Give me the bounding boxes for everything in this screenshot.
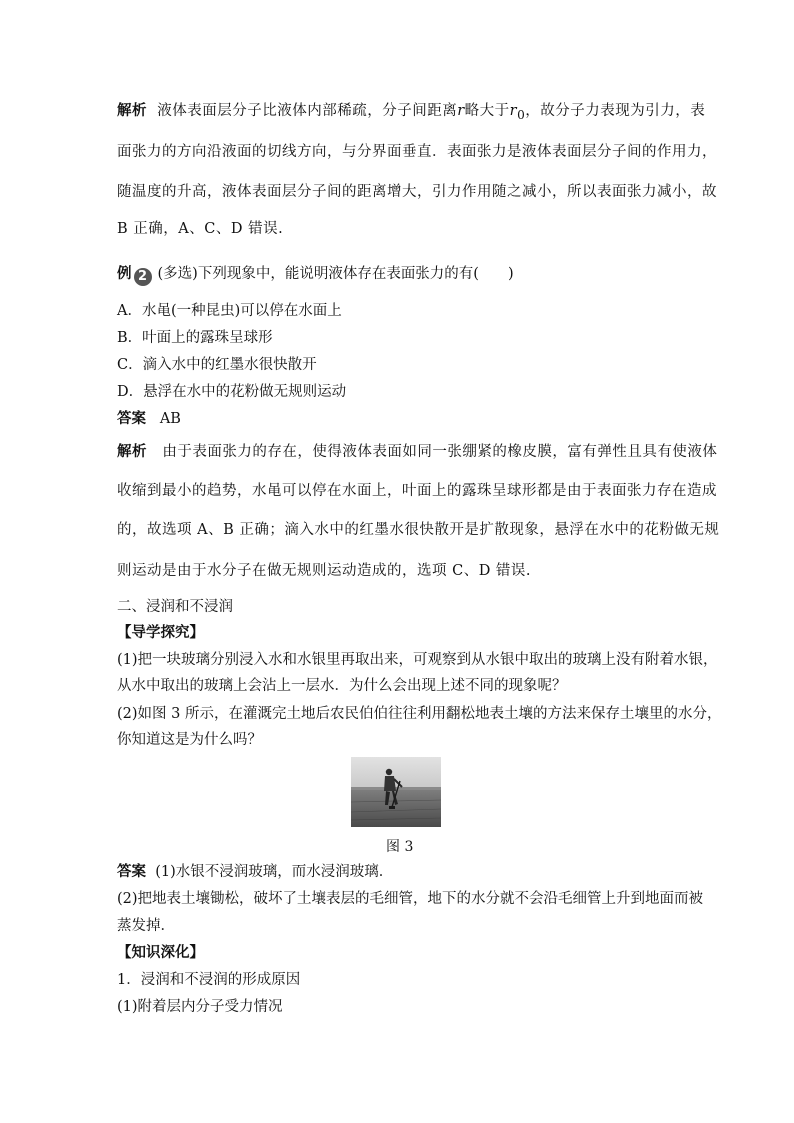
answer-2-line-2: 蒸发掉． (117, 918, 175, 934)
answer-line-1: 答案 (1)水银不浸润玻璃，而水浸润玻璃． (117, 863, 394, 880)
question-2-line-1: (2)如图 3 所示，在灌溉完土地后农民伯伯往往利用翻松地表土壤的方法来保存土壤里的水分， (117, 706, 722, 722)
option-d: D．悬浮在水中的花粉做无规则运动 (117, 384, 347, 400)
option-b: B．叶面上的露珠呈球形 (117, 330, 273, 346)
figure-caption: 图 3 (386, 839, 414, 855)
analysis2-line-4: 则运动是由于水分子在做无规则运动造成的，选项 C、D 错误. (117, 563, 532, 579)
analysis-label: 解析 (117, 102, 147, 119)
analysis-line-4: B 正确，A、C、D 错误. (117, 221, 284, 237)
answer-2-line-1: (2)把地表土壤锄松，破坏了土壤表层的毛细管，地下的水分就不会沿毛细管上升到地面而被 (117, 891, 704, 907)
question-2-line-2: 你知道这是为什么吗？ (117, 732, 262, 748)
example-answer: 答案 AB (117, 410, 181, 427)
guide-heading: 【导学探究】 (117, 624, 204, 641)
farmer-photo (351, 757, 441, 827)
deepen-heading: 【知识深化】 (117, 944, 204, 961)
option-a: A．水黾(一种昆虫)可以停在水面上 (117, 303, 342, 319)
analysis2-line-3: 的，故选项 A、B 正确；滴入水中的红墨水很快散开是扩散现象，悬浮在水中的花粉做无规 (117, 522, 720, 538)
analysis-line-1: 解析 液体表面层分子比液体内部稀疏，分子间距离r略大于$r_0$，故分子力表现为引力，表 (117, 102, 706, 122)
point-1-sub: (1)附着层内分子受力情况 (117, 999, 283, 1015)
analysis-line-2: 面张力的方向沿液面的切线方向，与分界面垂直．表面张力是液体表面层分子间的作用力， (117, 144, 717, 160)
analysis-line-3: 随温度的升高，液体表面层分子间的距离增大，引力作用随之减小，所以表面张力减小，故 (117, 184, 717, 200)
example-question: 例 2 (多选)下列现象中，能说明液体存在表面张力的有( ) (117, 266, 514, 284)
analysis2-line-1: 解析 由于表面张力的存在，使得液体表面如同一张绷紧的橡皮膜，富有弹性且具有使液体 (117, 443, 718, 460)
example-number-badge: 2 (134, 268, 152, 286)
example-label: 例 (117, 266, 132, 282)
analysis2-line-2: 收缩到最小的趋势，水黾可以停在水面上，叶面上的露珠呈球形都是由于表面张力存在造成 (117, 483, 717, 499)
question-1-line-2: 从水中取出的玻璃上会沾上一层水．为什么会出现上述不同的现象呢？ (117, 678, 567, 694)
question-1-line-1: (1)把一块玻璃分别浸入水和水银里再取出来，可观察到从水银中取出的玻璃上没有附着水银， (117, 652, 718, 668)
option-c: C．滴入水中的红墨水很快散开 (117, 357, 317, 373)
point-1-heading: 1．浸润和不浸润的形成原因 (117, 972, 301, 988)
section-title: 二、浸润和不浸润 (117, 599, 233, 615)
